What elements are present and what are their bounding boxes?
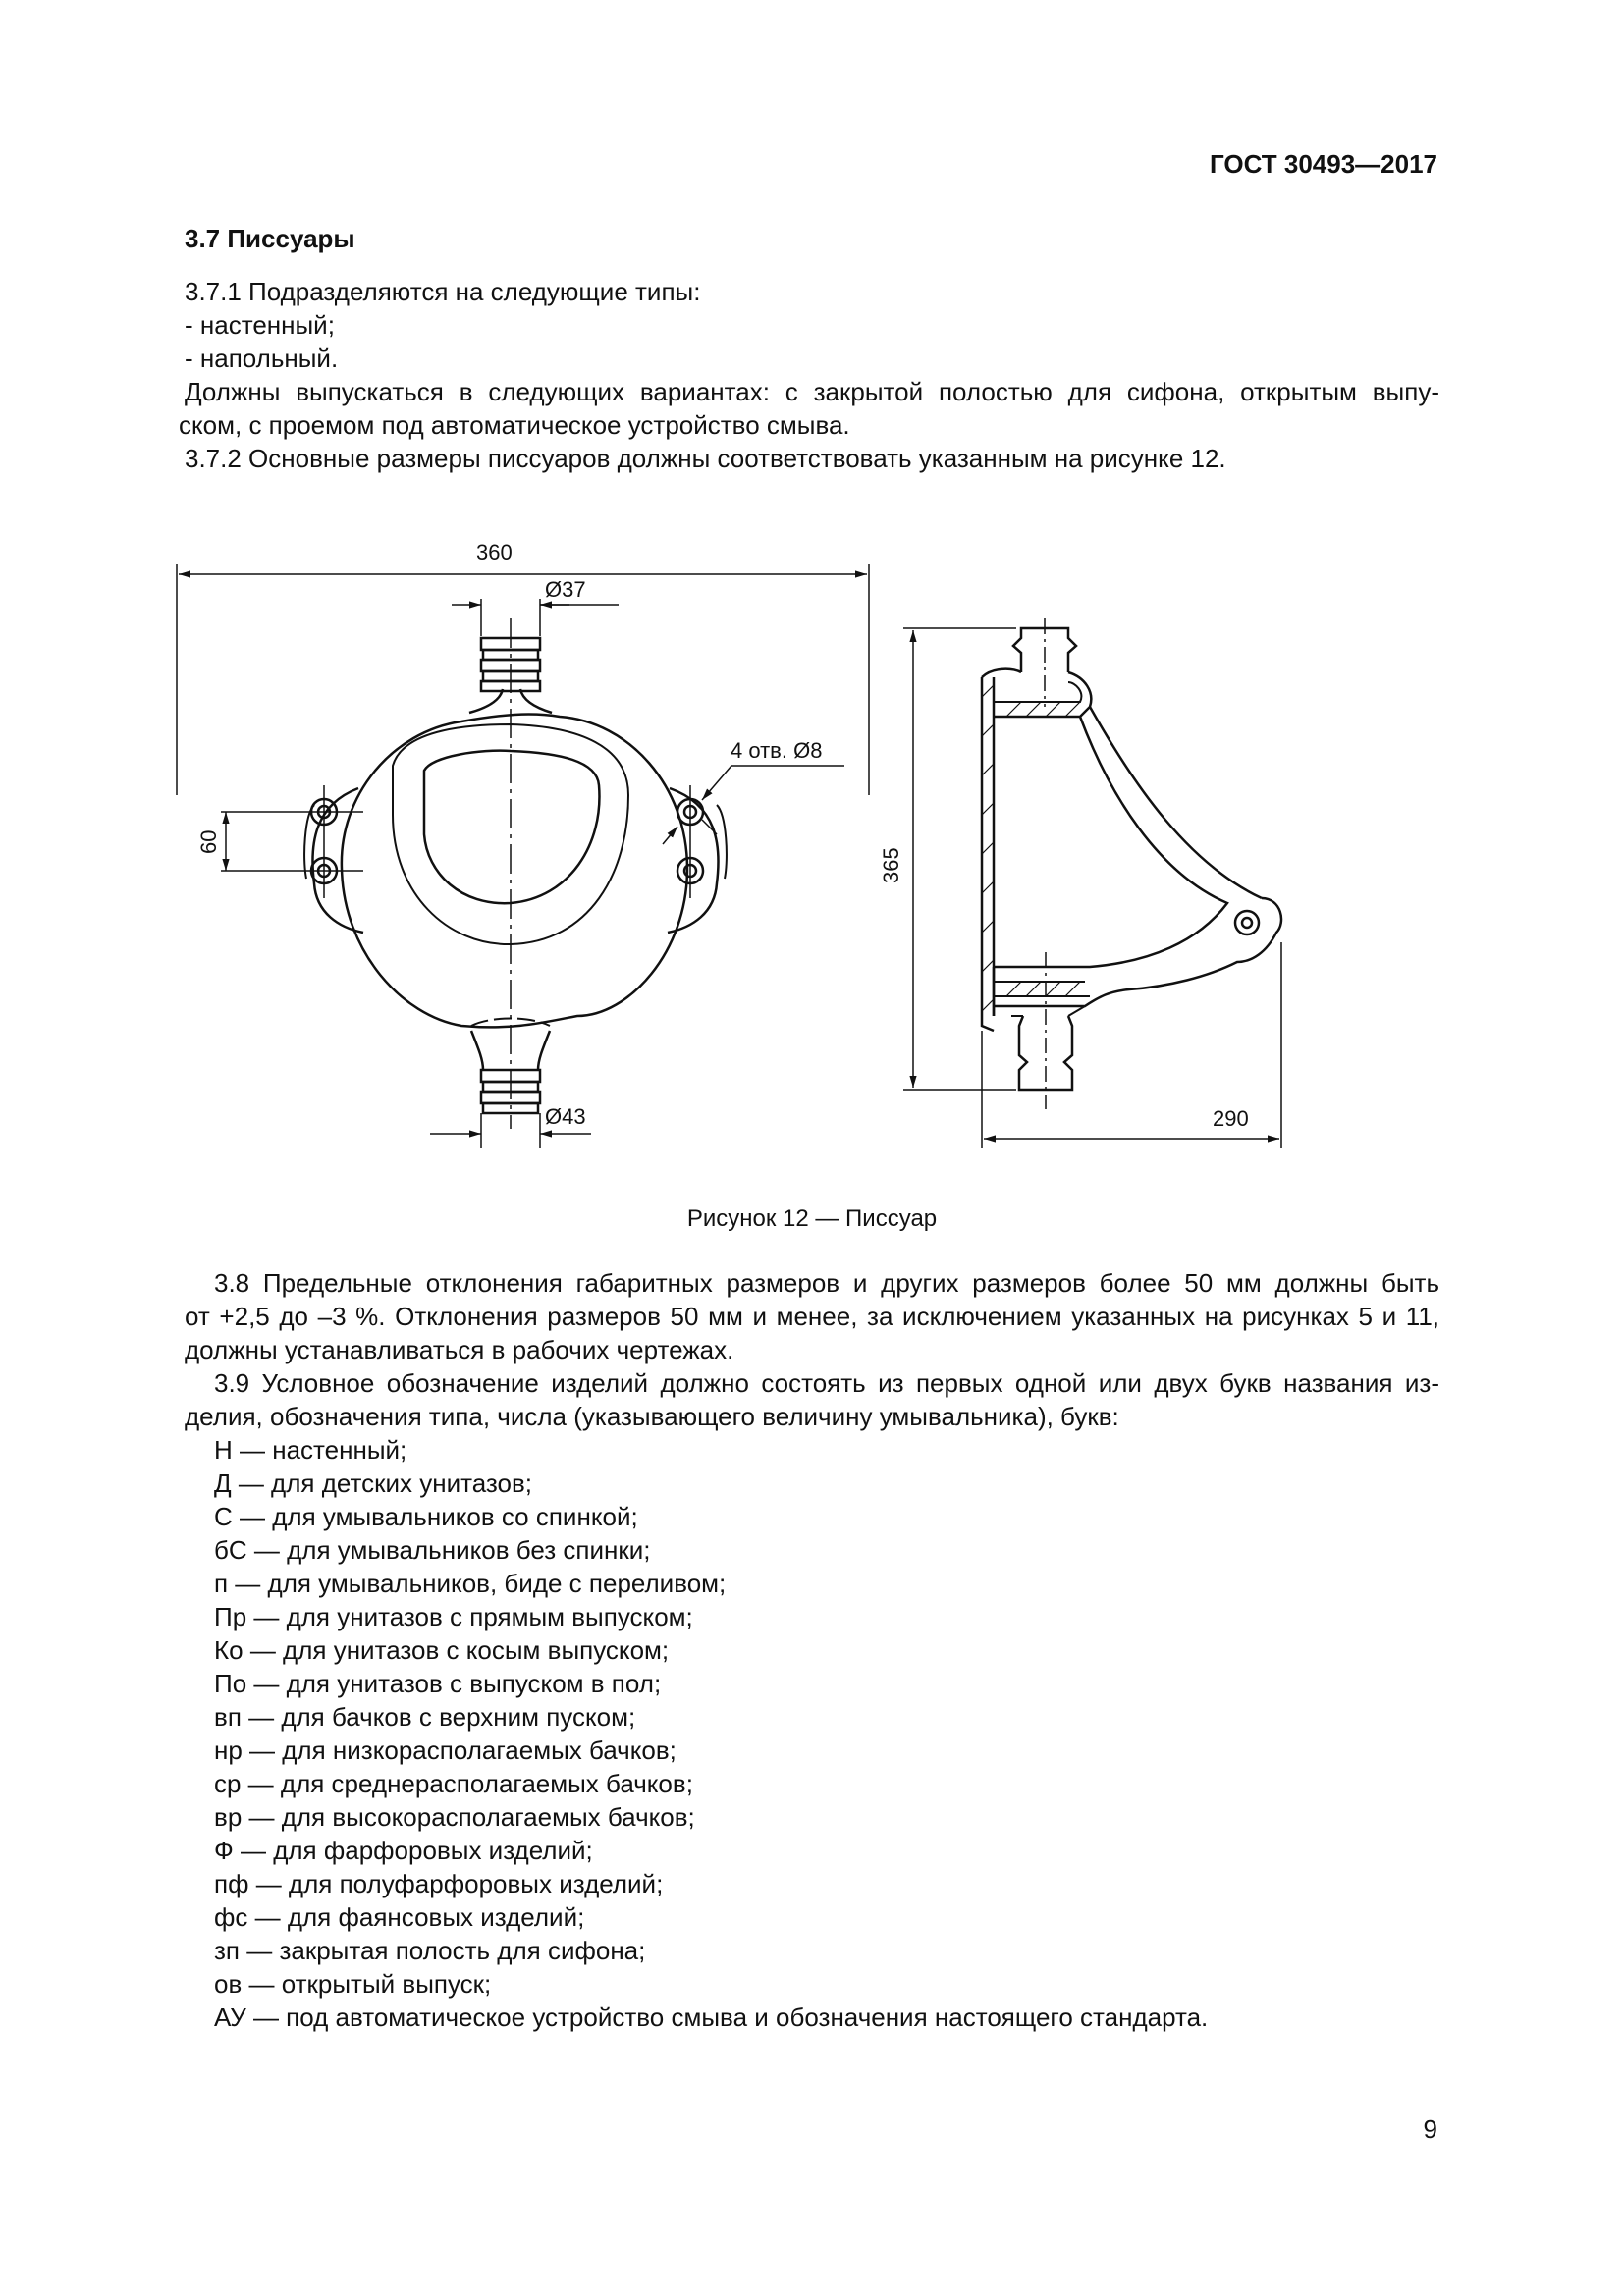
code-item: Пр — для унитазов с прямым выпуском; [214, 1602, 693, 1631]
code-item: вп — для бачков с верхним пуском; [214, 1702, 636, 1732]
code-item: Ко — для унитазов с косым выпуском; [214, 1635, 670, 1665]
variants-line-2: ском, с проемом под автоматическое устройство смыва. [179, 410, 850, 440]
code-item: п — для умывальников, биде с переливом; [214, 1569, 727, 1598]
section-body [179, 275, 1439, 475]
dim-depth-label: 290 [1213, 1106, 1249, 1131]
dim-top-outlet-label: Ø37 [545, 577, 586, 602]
code-item: Д — для детских унитазов; [214, 1468, 532, 1498]
side-view [903, 618, 1281, 1148]
dim-width-label: 360 [476, 540, 513, 564]
code-item: фс — для фаянсовых изделий; [214, 1902, 585, 1932]
type-item-wall: - настенный; [185, 310, 335, 340]
p38-line-1: 3.8 Предельные отклонения габаритных размеров и других размеров более 50 мм должны быть [214, 1268, 1439, 1298]
document-id-header: ГОСТ 30493—2017 [1210, 149, 1437, 179]
dim-height-label: 365 [879, 847, 903, 883]
section-title: 3.7 Писсуары [185, 224, 355, 253]
figure-caption: Рисунок 12 — Писсуар [686, 1205, 938, 1232]
p38-line-2: от +2,5 до –3 %. Отклонения размеров 50 мм и менее, за исключением указанных на рисунках 5 и 11, [185, 1302, 1439, 1331]
code-item: АУ — под автоматическое устройство смыва и обозначения настоящего стандарта. [214, 2002, 1209, 2032]
code-item: По — для унитазов с выпуском в пол; [214, 1669, 662, 1698]
code-item: зп — закрытая полость для сифона; [214, 1936, 646, 1965]
dim-holes-label: 4 отв. Ø8 [731, 738, 823, 763]
code-item: Ф — для фарфоровых изделий; [214, 1836, 593, 1865]
urinal-drawing [167, 520, 1463, 1168]
p39-line-1: 3.9 Условное обозначение изделий должно состоять из первых одной или двух букв названия из- [214, 1368, 1439, 1398]
code-item: вр — для высокорасполагаемых бачков; [214, 1802, 695, 1832]
dim-hole-spacing-label: 60 [196, 829, 221, 854]
code-item: ср — для среднерасполагаемых бачков; [214, 1769, 693, 1798]
code-item: пф — для полуфарфоровых изделий; [214, 1869, 664, 1898]
code-item: С — для умывальников со спинкой; [214, 1502, 638, 1531]
code-item: бС — для умывальников без спинки; [214, 1535, 651, 1565]
paragraph-3-8 [185, 1266, 1439, 1366]
page-number: 9 [1423, 2114, 1437, 2144]
codes-list [214, 1433, 1392, 2034]
p39-line-2: делия, обозначения типа, числа (указывающего величину умывальника), букв: [185, 1402, 1119, 1431]
paragraph-3-9 [185, 1366, 1439, 1433]
urinal-technical-drawing [167, 520, 1463, 1168]
code-item: ов — открытый выпуск; [214, 1969, 492, 1999]
code-item: Н — настенный; [214, 1435, 407, 1465]
paragraph-3-7-2: 3.7.2 Основные размеры писсуаров должны соответствовать указанным на рисунке 12. [185, 444, 1226, 473]
dim-bottom-outlet-label: Ø43 [545, 1104, 586, 1129]
type-item-floor: - напольный. [185, 344, 339, 373]
code-item: нр — для низкорасполагаемых бачков; [214, 1735, 677, 1765]
variants-line-1: Должны выпускаться в следующих вариантах: с закрытой полостью для сифона, открытым выпу- [185, 377, 1439, 406]
mount-hole-icon [311, 799, 703, 883]
p38-line-3: должны устанавливаться в рабочих чертежах. [185, 1335, 734, 1364]
front-view [177, 564, 869, 1148]
paragraph-3-7-1: 3.7.1 Подразделяются на следующие типы: [185, 277, 701, 306]
